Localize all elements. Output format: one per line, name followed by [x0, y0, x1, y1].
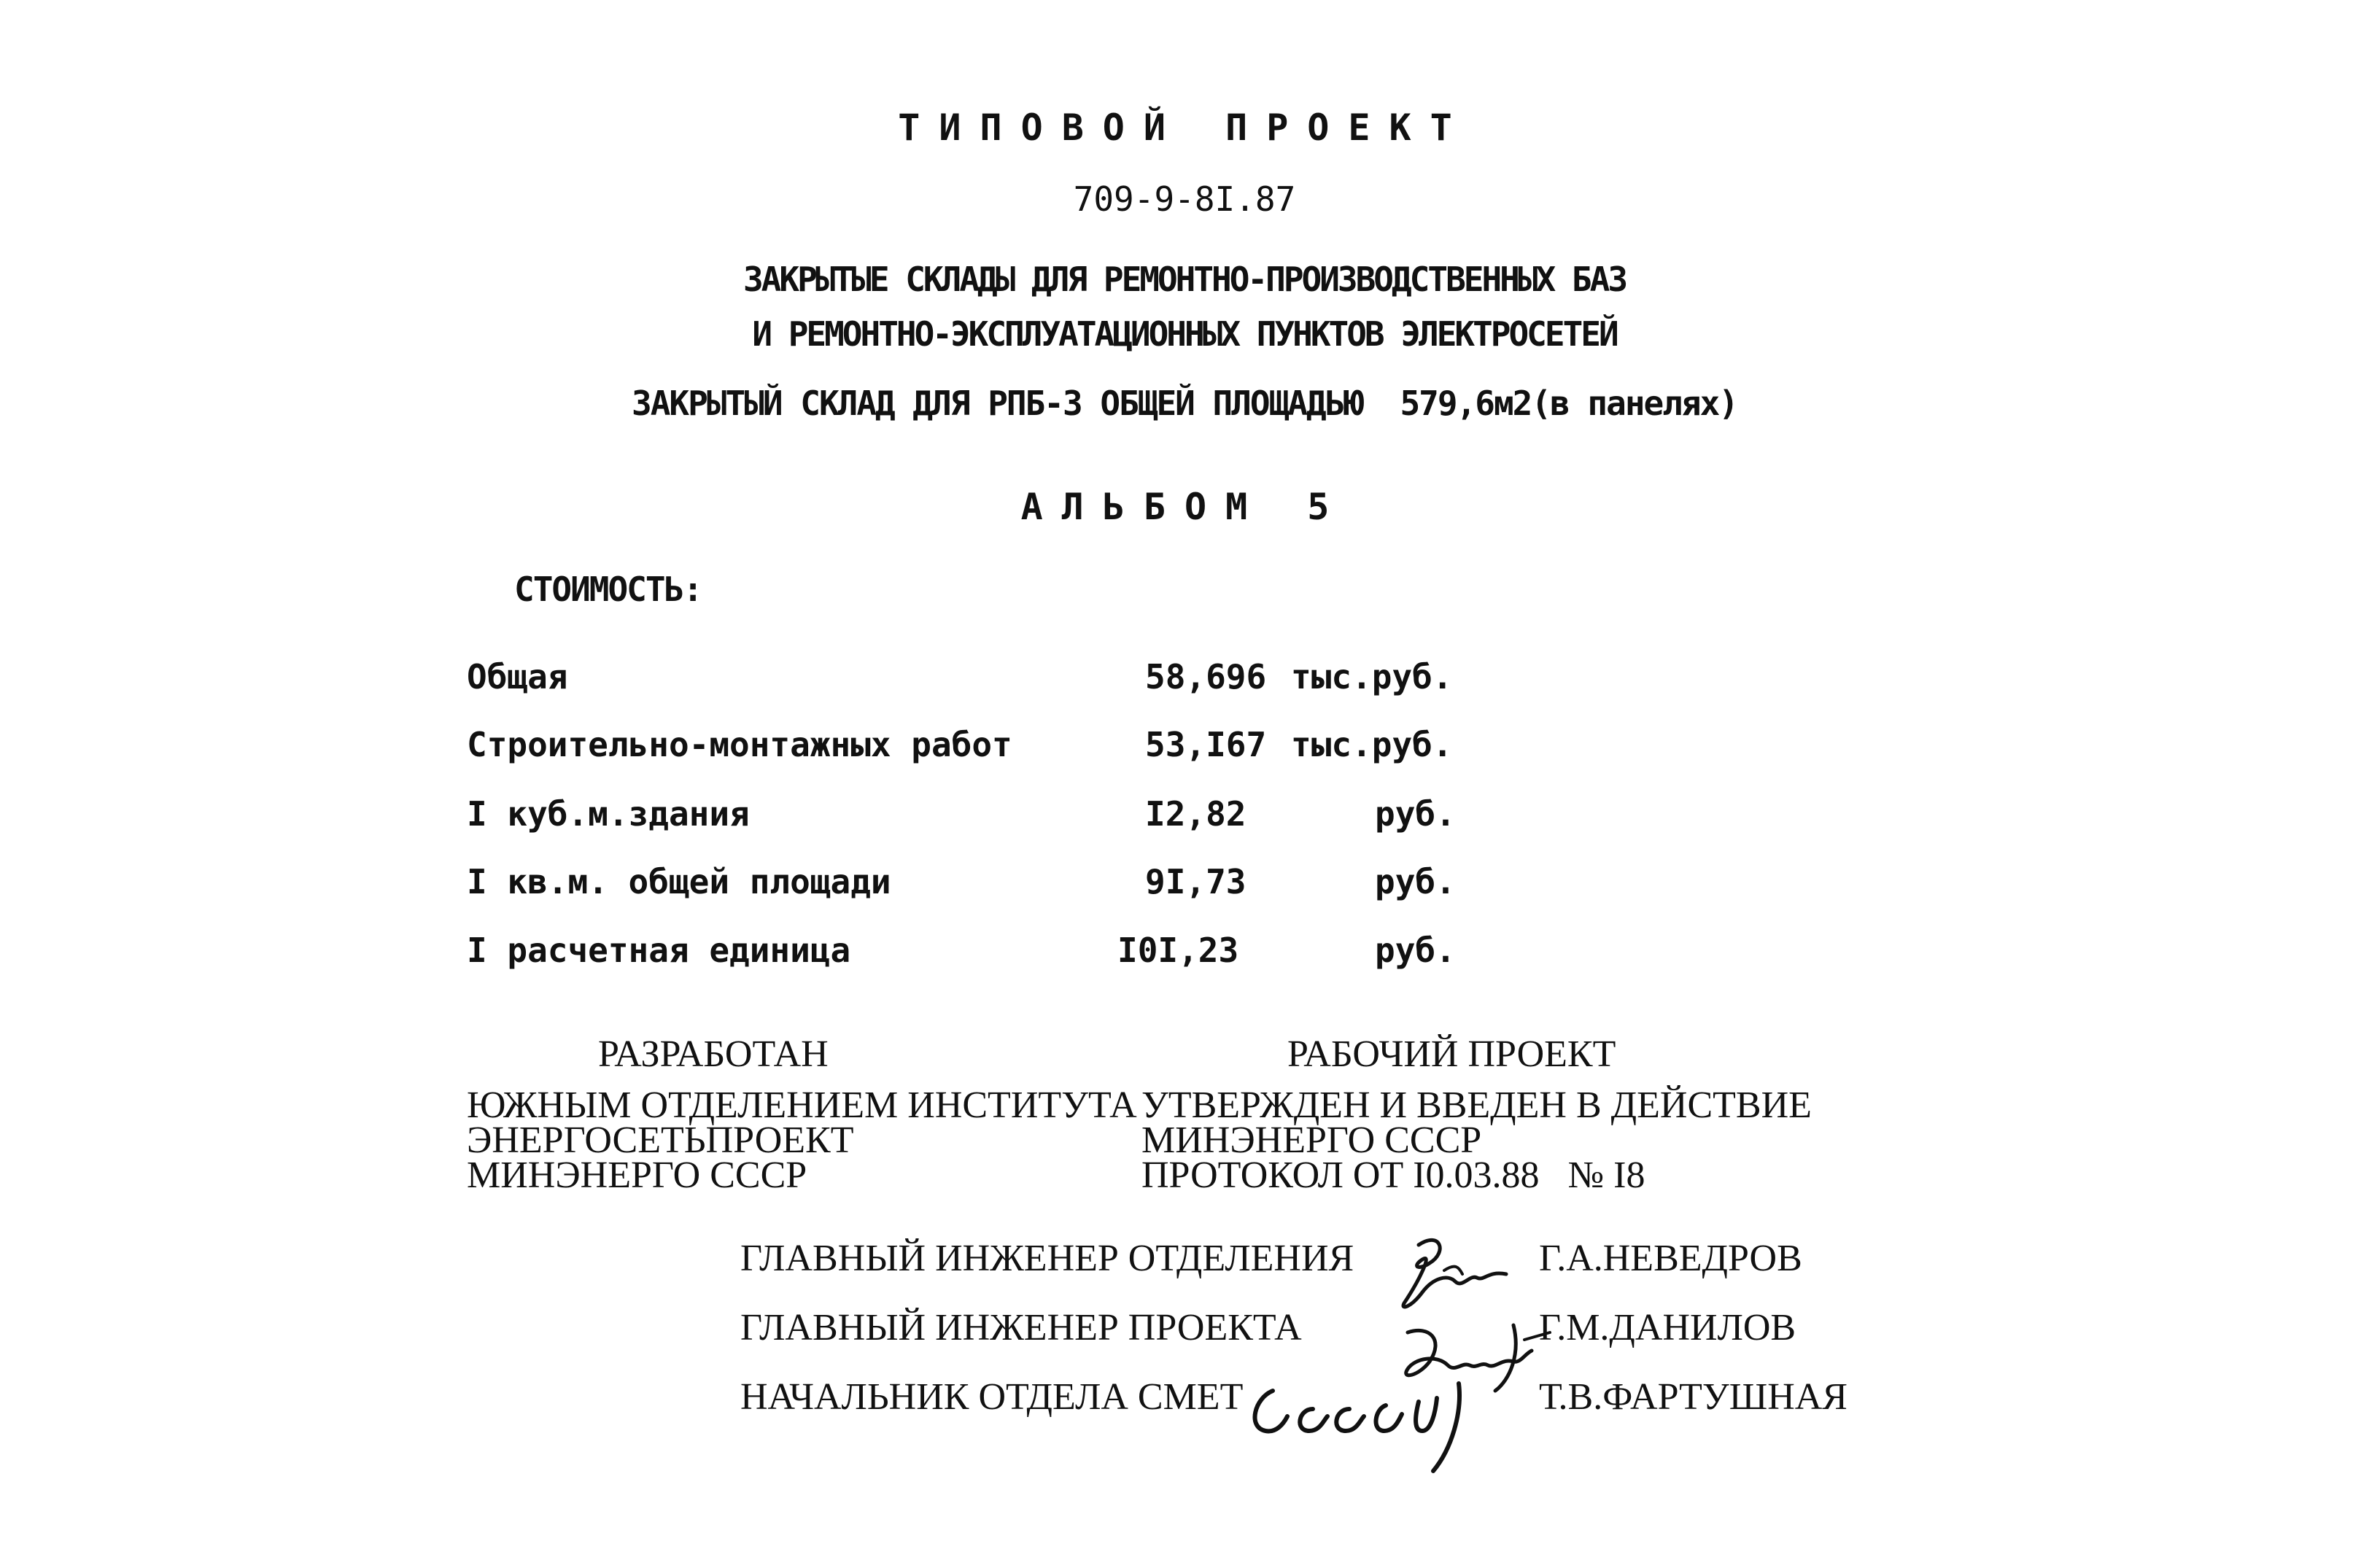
cost-heading: СТОИМОСТЬ:	[514, 570, 702, 609]
cost-row-label: I куб.м.здания	[467, 794, 750, 834]
document-type-title: ТИПОВОЙ ПРОЕКТ	[898, 106, 1471, 149]
approved-line-3: ПРОТОКОЛ ОТ I0.03.88 № I8	[1141, 1154, 1645, 1196]
developed-heading: РАЗРАБОТАН	[598, 1033, 829, 1075]
signatory-name: Г.М.ДАНИЛОВ	[1539, 1307, 1796, 1348]
cost-row-value: 9I,73	[1145, 862, 1246, 901]
approved-line-1: УТВЕРЖДЕН И ВВЕДЕН В ДЕЙСТВИЕ	[1141, 1084, 1812, 1126]
signatory-position: НАЧАЛЬНИК ОТДЕЛА СМЕТ	[740, 1376, 1244, 1418]
signatory-name: Г.А.НЕВЕДРОВ	[1539, 1238, 1802, 1279]
developed-line-2: ЭНЕРГОСЕТЬПРОЕКТ	[467, 1119, 854, 1161]
cost-row-unit: руб.	[1375, 931, 1456, 970]
signatory-position: ГЛАВНЫЙ ИНЖЕНЕР ПРОЕКТА	[740, 1307, 1302, 1348]
developed-line-1: ЮЖНЫМ ОТДЕЛЕНИЕМ ИНСТИТУТА	[467, 1084, 1137, 1126]
album-title: АЛЬБОМ 5	[1020, 486, 1349, 528]
cost-row-label: Строительно-монтажных работ	[467, 725, 1012, 764]
cost-row-value: I0I,23	[1117, 931, 1239, 970]
cost-row-unit: тыс.руб.	[1291, 657, 1453, 696]
cost-row-unit: руб.	[1375, 862, 1456, 901]
signatory-name: Т.В.ФАРТУШНАЯ	[1539, 1376, 1847, 1418]
cost-row-label: Общая	[467, 657, 568, 696]
developed-line-3: МИНЭНЕРГО СССР	[467, 1154, 807, 1196]
cost-row-label: I расчетная единица	[467, 931, 851, 970]
approved-heading: РАБОЧИЙ ПРОЕКТ	[1287, 1033, 1616, 1075]
approved-line-2: МИНЭНЕРГО СССР	[1141, 1119, 1482, 1161]
cost-row-label: I кв.м. общей площади	[467, 862, 891, 901]
cost-row-value: 53,I67	[1145, 725, 1267, 764]
cost-row-value: I2,82	[1145, 794, 1246, 834]
subject-line-2: И РЕМОНТНО-ЭКСПЛУАТАЦИОННЫХ ПУНКТОВ ЭЛЕКТРОСЕТЕЙ	[752, 314, 1617, 354]
project-number: 709-9-8I.87	[1073, 179, 1296, 219]
cost-row-unit: тыс.руб.	[1291, 725, 1453, 764]
subject-line-3: ЗАКРЫТЫЙ СКЛАД ДЛЯ РПБ-3 ОБЩЕЙ ПЛОЩАДЬЮ 579,6м2(в панелях)	[632, 384, 1737, 423]
cost-row-value: 58,696	[1145, 657, 1267, 696]
signature-fartushnaya	[1240, 1346, 1488, 1490]
subject-line-1: ЗАКРЫТЫЕ СКЛАДЫ ДЛЯ РЕМОНТНО-ПРОИЗВОДСТВЕННЫХ БАЗ	[743, 260, 1626, 299]
cost-row-unit: руб.	[1375, 794, 1456, 834]
signatory-position: ГЛАВНЫЙ ИНЖЕНЕР ОТДЕЛЕНИЯ	[740, 1238, 1354, 1279]
